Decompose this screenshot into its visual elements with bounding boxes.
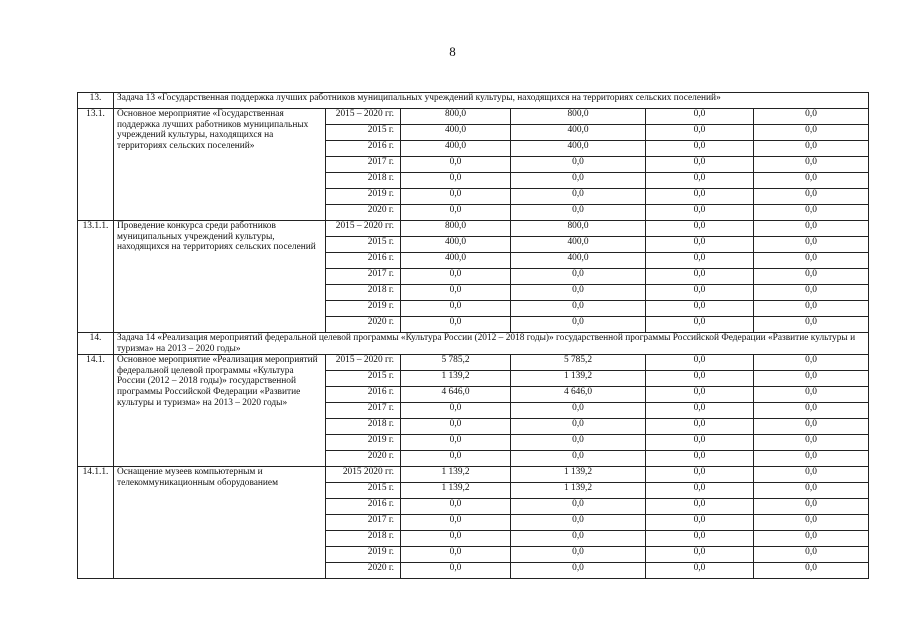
source-2-amount-cell: 0,0 — [646, 173, 754, 189]
activity-name: Проведение конкурса среди работников муниципальных учреждений культуры, находящихся на территориях сельских поселений — [114, 221, 326, 333]
source-2-amount-cell: 0,0 — [646, 157, 754, 173]
budget-table — [77, 92, 869, 579]
source-1-amount-cell: 0,0 — [511, 205, 646, 221]
period-cell: 2020 г. — [326, 451, 401, 467]
source-2-amount-cell: 0,0 — [646, 109, 754, 125]
source-3-amount-cell: 0,0 — [754, 173, 869, 189]
total-amount-cell: 0,0 — [401, 317, 511, 333]
period-cell: 2016 г. — [326, 387, 401, 403]
source-2-amount-cell: 0,0 — [646, 141, 754, 157]
source-2-amount-cell: 0,0 — [646, 355, 754, 371]
table-row — [78, 221, 869, 237]
total-amount-cell: 0,0 — [401, 189, 511, 205]
row-number: 14.1. — [78, 355, 114, 467]
source-2-amount-cell: 0,0 — [646, 371, 754, 387]
source-3-amount-cell: 0,0 — [754, 125, 869, 141]
source-3-amount-cell: 0,0 — [754, 141, 869, 157]
source-1-amount-cell: 1 139,2 — [511, 371, 646, 387]
source-1-amount-cell: 0,0 — [511, 403, 646, 419]
source-3-amount-cell: 0,0 — [754, 515, 869, 531]
row-number: 13.1. — [78, 109, 114, 221]
period-cell: 2017 г. — [326, 515, 401, 531]
total-amount-cell: 0,0 — [401, 285, 511, 301]
source-1-amount-cell: 0,0 — [511, 285, 646, 301]
total-amount-cell: 400,0 — [401, 237, 511, 253]
source-1-amount-cell: 4 646,0 — [511, 387, 646, 403]
total-amount-cell: 0,0 — [401, 403, 511, 419]
period-cell: 2017 г. — [326, 157, 401, 173]
period-cell: 2019 г. — [326, 301, 401, 317]
source-3-amount-cell: 0,0 — [754, 419, 869, 435]
source-2-amount-cell: 0,0 — [646, 515, 754, 531]
source-3-amount-cell: 0,0 — [754, 189, 869, 205]
source-1-amount-cell: 800,0 — [511, 221, 646, 237]
total-amount-cell: 0,0 — [401, 515, 511, 531]
task-row — [78, 333, 869, 355]
source-2-amount-cell: 0,0 — [646, 253, 754, 269]
period-cell: 2017 г. — [326, 403, 401, 419]
source-3-amount-cell: 0,0 — [754, 531, 869, 547]
period-cell: 2020 г. — [326, 317, 401, 333]
source-3-amount-cell: 0,0 — [754, 547, 869, 563]
total-amount-cell: 0,0 — [401, 531, 511, 547]
source-3-amount-cell: 0,0 — [754, 237, 869, 253]
total-amount-cell: 0,0 — [401, 547, 511, 563]
source-3-amount-cell: 0,0 — [754, 157, 869, 173]
period-cell: 2015 г. — [326, 371, 401, 387]
table-row — [78, 355, 869, 371]
period-cell: 2019 г. — [326, 435, 401, 451]
source-1-amount-cell: 0,0 — [511, 515, 646, 531]
period-cell: 2019 г. — [326, 189, 401, 205]
total-amount-cell: 0,0 — [401, 499, 511, 515]
total-amount-cell: 400,0 — [401, 141, 511, 157]
source-3-amount-cell: 0,0 — [754, 435, 869, 451]
page-number: 8 — [449, 44, 456, 59]
source-1-amount-cell: 400,0 — [511, 141, 646, 157]
total-amount-cell: 5 785,2 — [401, 355, 511, 371]
source-2-amount-cell: 0,0 — [646, 547, 754, 563]
period-cell: 2015 г. — [326, 483, 401, 499]
source-1-amount-cell: 0,0 — [511, 419, 646, 435]
source-3-amount-cell: 0,0 — [754, 483, 869, 499]
source-3-amount-cell: 0,0 — [754, 109, 869, 125]
activity-name: Оснащение музеев компьютерным и телекоммуникационным оборудованием — [114, 467, 326, 579]
source-1-amount-cell: 1 139,2 — [511, 483, 646, 499]
period-cell: 2018 г. — [326, 419, 401, 435]
source-3-amount-cell: 0,0 — [754, 451, 869, 467]
total-amount-cell: 0,0 — [401, 205, 511, 221]
period-cell: 2015 – 2020 гг. — [326, 355, 401, 371]
source-1-amount-cell: 0,0 — [511, 317, 646, 333]
source-1-amount-cell: 1 139,2 — [511, 467, 646, 483]
total-amount-cell: 0,0 — [401, 419, 511, 435]
total-amount-cell: 1 139,2 — [401, 483, 511, 499]
row-number: 14. — [78, 333, 114, 355]
period-cell: 2015 – 2020 гг. — [326, 221, 401, 237]
source-1-amount-cell: 0,0 — [511, 451, 646, 467]
source-2-amount-cell: 0,0 — [646, 403, 754, 419]
source-1-amount-cell: 0,0 — [511, 435, 646, 451]
source-1-amount-cell: 800,0 — [511, 109, 646, 125]
source-2-amount-cell: 0,0 — [646, 483, 754, 499]
source-1-amount-cell: 0,0 — [511, 563, 646, 579]
period-cell: 2020 г. — [326, 205, 401, 221]
source-1-amount-cell: 5 785,2 — [511, 355, 646, 371]
total-amount-cell: 400,0 — [401, 253, 511, 269]
source-2-amount-cell: 0,0 — [646, 387, 754, 403]
total-amount-cell: 0,0 — [401, 435, 511, 451]
period-cell: 2020 г. — [326, 563, 401, 579]
total-amount-cell: 4 646,0 — [401, 387, 511, 403]
period-cell: 2016 г. — [326, 253, 401, 269]
source-3-amount-cell: 0,0 — [754, 317, 869, 333]
total-amount-cell: 0,0 — [401, 157, 511, 173]
source-3-amount-cell: 0,0 — [754, 301, 869, 317]
source-1-amount-cell: 0,0 — [511, 269, 646, 285]
source-1-amount-cell: 400,0 — [511, 125, 646, 141]
source-2-amount-cell: 0,0 — [646, 531, 754, 547]
period-cell: 2015 г. — [326, 237, 401, 253]
row-number: 14.1.1. — [78, 467, 114, 579]
source-1-amount-cell: 400,0 — [511, 237, 646, 253]
source-1-amount-cell: 0,0 — [511, 547, 646, 563]
total-amount-cell: 1 139,2 — [401, 371, 511, 387]
total-amount-cell: 400,0 — [401, 125, 511, 141]
source-3-amount-cell: 0,0 — [754, 403, 869, 419]
source-2-amount-cell: 0,0 — [646, 205, 754, 221]
source-2-amount-cell: 0,0 — [646, 563, 754, 579]
source-1-amount-cell: 400,0 — [511, 253, 646, 269]
total-amount-cell: 0,0 — [401, 173, 511, 189]
total-amount-cell: 1 139,2 — [401, 467, 511, 483]
source-3-amount-cell: 0,0 — [754, 387, 869, 403]
source-1-amount-cell: 0,0 — [511, 173, 646, 189]
activity-name: Основное мероприятие «Государственная поддержка лучших работников муниципальных учреждений культуры, находящихся на территориях сельских поселений» — [114, 109, 326, 221]
total-amount-cell: 0,0 — [401, 451, 511, 467]
period-cell: 2018 г. — [326, 285, 401, 301]
source-3-amount-cell: 0,0 — [754, 499, 869, 515]
period-cell: 2016 г. — [326, 499, 401, 515]
period-cell: 2016 г. — [326, 141, 401, 157]
source-2-amount-cell: 0,0 — [646, 467, 754, 483]
source-2-amount-cell: 0,0 — [646, 125, 754, 141]
task-row — [78, 93, 869, 109]
source-3-amount-cell: 0,0 — [754, 269, 869, 285]
period-cell: 2018 г. — [326, 173, 401, 189]
table-body — [78, 93, 869, 579]
source-3-amount-cell: 0,0 — [754, 355, 869, 371]
period-cell: 2018 г. — [326, 531, 401, 547]
source-2-amount-cell: 0,0 — [646, 285, 754, 301]
source-2-amount-cell: 0,0 — [646, 419, 754, 435]
source-2-amount-cell: 0,0 — [646, 451, 754, 467]
period-cell: 2017 г. — [326, 269, 401, 285]
source-2-amount-cell: 0,0 — [646, 221, 754, 237]
total-amount-cell: 0,0 — [401, 563, 511, 579]
source-1-amount-cell: 0,0 — [511, 531, 646, 547]
source-3-amount-cell: 0,0 — [754, 563, 869, 579]
table-row — [78, 109, 869, 125]
source-3-amount-cell: 0,0 — [754, 285, 869, 301]
source-3-amount-cell: 0,0 — [754, 253, 869, 269]
source-1-amount-cell: 0,0 — [511, 157, 646, 173]
source-2-amount-cell: 0,0 — [646, 435, 754, 451]
total-amount-cell: 800,0 — [401, 221, 511, 237]
source-3-amount-cell: 0,0 — [754, 221, 869, 237]
period-cell: 2019 г. — [326, 547, 401, 563]
task-title: Задача 13 «Государственная поддержка лучших работников муниципальных учреждений культуры, находящихся на территориях сельских поселений» — [114, 93, 869, 109]
total-amount-cell: 0,0 — [401, 301, 511, 317]
total-amount-cell: 800,0 — [401, 109, 511, 125]
source-3-amount-cell: 0,0 — [754, 467, 869, 483]
source-3-amount-cell: 0,0 — [754, 371, 869, 387]
source-2-amount-cell: 0,0 — [646, 499, 754, 515]
period-cell: 2015 – 2020 гг. — [326, 109, 401, 125]
activity-name: Основное мероприятие «Реализация мероприятий федеральной целевой программы «Культура России (2012 – 2018 годы)» государственной программы Российской Федерации «Развитие культуры и туризма» на 2013 – 2020 годы» — [114, 355, 326, 467]
period-cell: 2015 г. — [326, 125, 401, 141]
table-row — [78, 467, 869, 483]
source-2-amount-cell: 0,0 — [646, 189, 754, 205]
source-1-amount-cell: 0,0 — [511, 499, 646, 515]
task-title: Задача 14 «Реализация мероприятий федеральной целевой программы «Культура России (2012 – 2018 годы)» государственной программы Российской Федерации «Развитие культуры и туризма» на 2013 – 2020 годы» — [114, 333, 869, 355]
source-2-amount-cell: 0,0 — [646, 269, 754, 285]
source-2-amount-cell: 0,0 — [646, 317, 754, 333]
source-2-amount-cell: 0,0 — [646, 301, 754, 317]
source-1-amount-cell: 0,0 — [511, 189, 646, 205]
row-number: 13.1.1. — [78, 221, 114, 333]
row-number: 13. — [78, 93, 114, 109]
source-1-amount-cell: 0,0 — [511, 301, 646, 317]
total-amount-cell: 0,0 — [401, 269, 511, 285]
source-2-amount-cell: 0,0 — [646, 237, 754, 253]
period-cell: 2015 2020 гг. — [326, 467, 401, 483]
source-3-amount-cell: 0,0 — [754, 205, 869, 221]
